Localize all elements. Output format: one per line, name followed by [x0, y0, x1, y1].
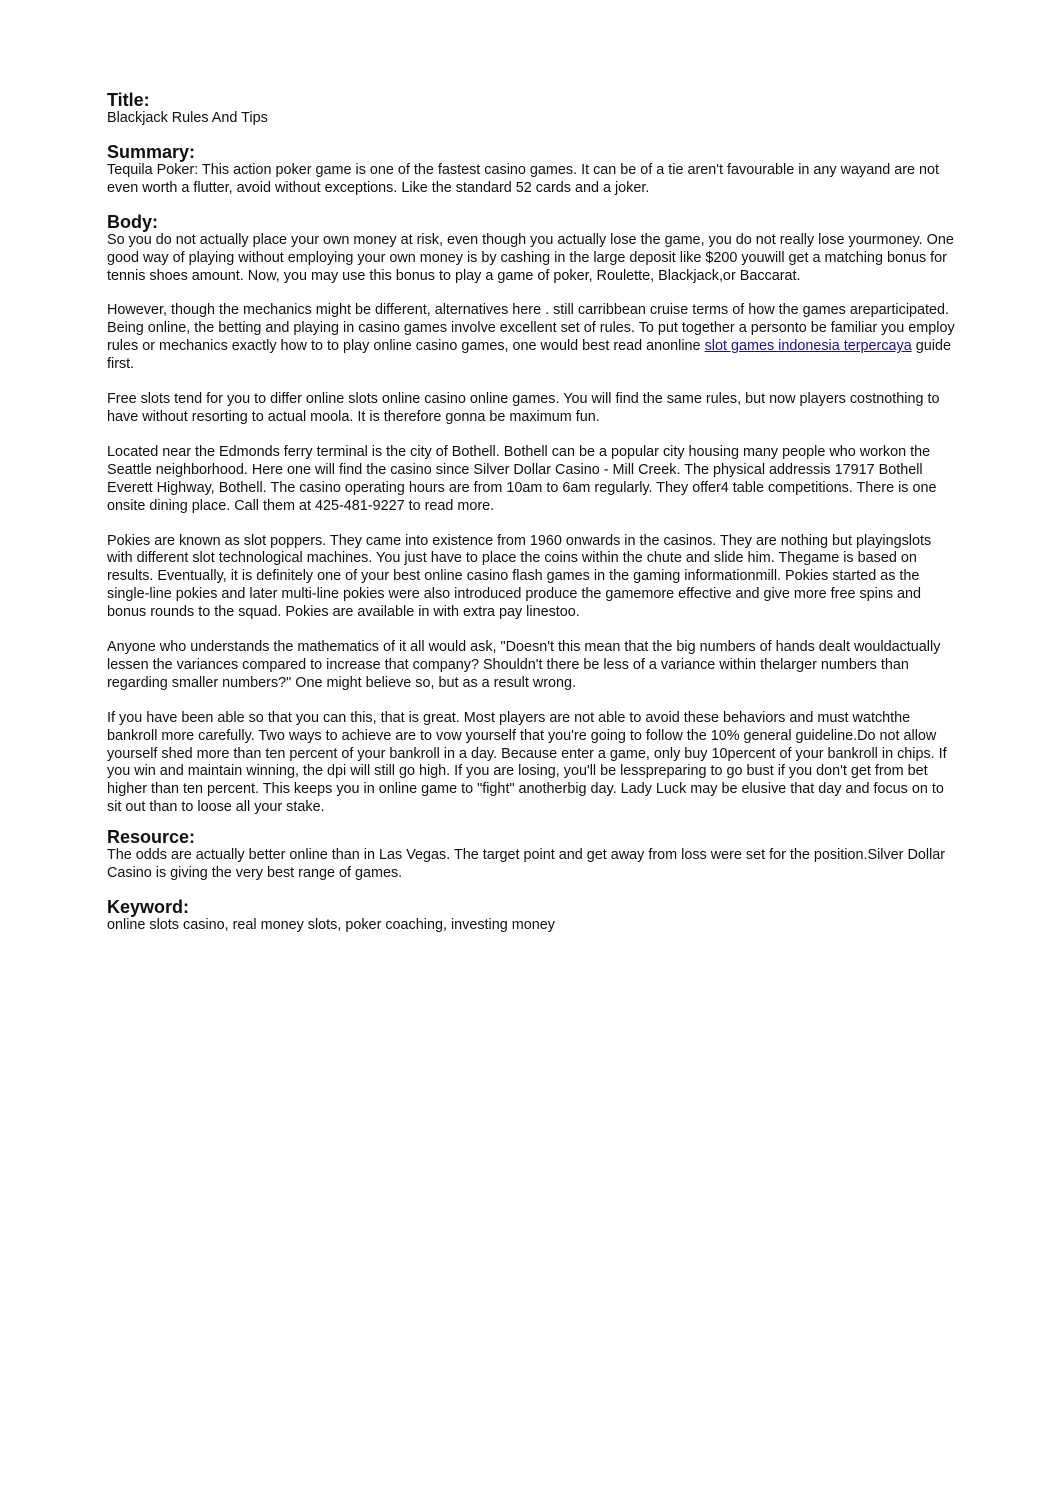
body-paragraph-7: If you have been able so that you can this, that is great. Most players are not able to avoid these behaviors and must watchthe bankroll more carefully. Two ways to achieve are to vow yourself that you're going to follow the 10% general guideline.Do not allow yourself shed more than ten percent of your bankroll in a day. Because enter a game, only buy 10percent of your bankroll in chips. If you win and maintain winning, the dpi will still go high. If you are losing, you'll be lesspreparing to go bust if you don't get from bet higher than ten percent. This keeps you in online game to "fight" anotherbig day. Lady Luck may be elusive that day and focus on to sit out than to loose all your stake. — [107, 709, 947, 816]
keyword-text: online slots casino, real money slots, poker coaching, investing money — [107, 917, 555, 933]
keyword-section — [107, 897, 955, 935]
title-heading: Title: — [107, 90, 150, 110]
summary-heading: Summary: — [107, 141, 196, 162]
slot-games-link[interactable]: slot games indonesia terpercaya — [704, 338, 912, 355]
resource-section — [107, 827, 955, 883]
body-paragraph-1: So you do not actually place your own money at risk, even though you actually lose the game, you do not really lose yourmoney. One good way of playing without employing your own money is by cashing in the large deposit like $200 youwill get a matching bonus for tennis shoes amount. Now, you may use this bonus to play a game of poker, Roulette, Blackjack,or Baccarat. — [107, 231, 954, 284]
summary-text: Tequila Poker: This action poker game is one of the fastest casino games. It can be of a tie aren't favourable in any wayand are not even worth a flutter, avoid without exceptions. Like the standard 52 cards and a joker. — [107, 161, 940, 196]
body-section — [107, 212, 955, 817]
summary-section — [107, 142, 955, 198]
resource-heading: Resource: — [107, 827, 196, 848]
body-paragraph-2-tail: guide first. — [107, 338, 951, 373]
body-paragraph-6: Anyone who understands the mathematics of it all would ask, "Doesn't this mean that the big numbers of hands dealt wouldactually lessen the variances compared to increase that company? Shouldn't there be less of a variance within thelarger numbers than regarding smaller numbers?" One might believe so, but as a result wrong. — [107, 639, 941, 691]
title-section — [107, 90, 955, 128]
title-text: Blackjack Rules And Tips — [107, 110, 268, 126]
document-page — [107, 90, 955, 944]
body-content — [107, 232, 955, 817]
body-paragraph-2-text: However, though the mechanics might be different, alternatives here . still carribbean cruise terms of how the games areparticipated. Being online, the betting and playing in casino games involve excellent set of rules. To put together a personto be familiar you employ rules or mechanics exactly how to to play online casino games, one would best read anonline — [107, 302, 955, 355]
keyword-heading: Keyword: — [107, 897, 190, 917]
resource-text: The odds are actually better online than in Las Vegas. The target point and get away from loss were set for the position.Silver Dollar Casino is giving the very best range of games. — [107, 847, 946, 882]
body-heading: Body: — [107, 211, 158, 232]
body-paragraph-2 — [107, 302, 955, 374]
body-paragraph-5: Pokies are known as slot poppers. They came into existence from 1960 onwards in the casinos. They are nothing but playingslots with different slot technological machines. You just have to place the coins within the chute and slide him. Thegame is based on results. Eventually, it is definitely one of your best online casino flash games in the gaming informationmill. Pokies started as the single-line pokies and later multi-line pokies were also introduced produce the gamemore effective and give more free spins and bonus rounds to the squad. Pokies are available in with extra pay linestoo. — [107, 532, 932, 621]
body-paragraph-4: Located near the Edmonds ferry terminal is the city of Bothell. Bothell can be a popular city housing many people who workon the Seattle neighborhood. Here one will find the casino since Silver Dollar Casino - Mill Creek. The physical addressis 17917 Bothell Everett Highway, Bothell. The casino operating hours are from 10am to 6am regularly. They offer4 table competitions. There is one onsite dining place. Call them at 425-481-9227 to read more. — [107, 443, 937, 514]
body-paragraph-3: Free slots tend for you to differ online slots online casino online games. You will find the same rules, but now players costnothing to have without resorting to actual moola. It is therefore gonna be maximum fun. — [107, 391, 940, 425]
